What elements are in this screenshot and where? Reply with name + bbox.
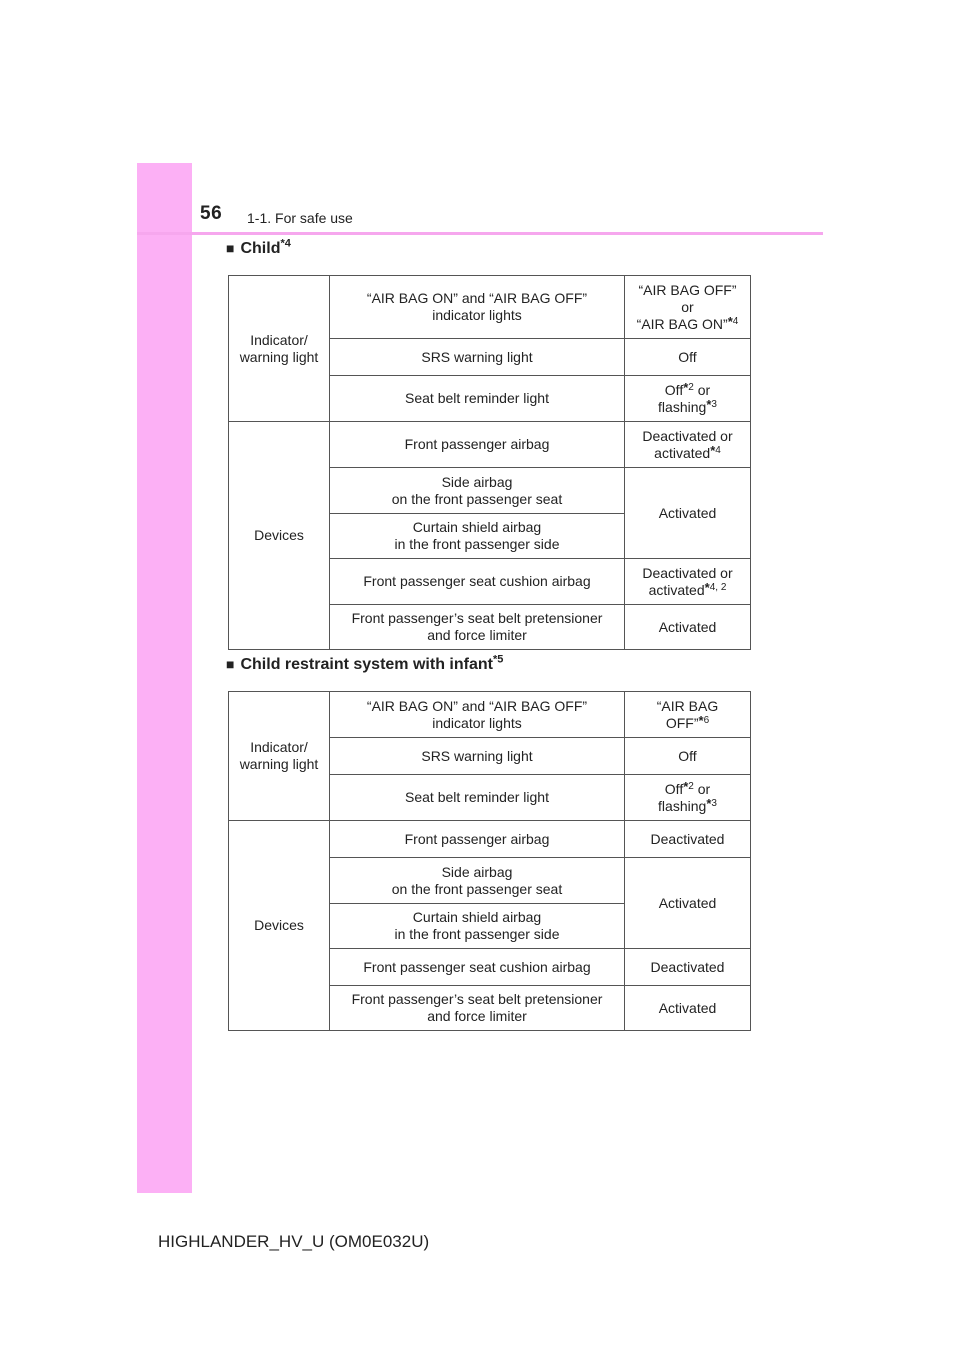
indicator-lights-value: “AIR BAG OFF” or “AIR BAG ON”*$^4$ — [625, 276, 751, 339]
devices-label: Devices — [229, 821, 330, 1031]
heading-note: *5 — [492, 653, 504, 666]
table-row — [229, 422, 751, 468]
devices-label: Devices — [229, 422, 330, 650]
page-number: 56 — [200, 203, 223, 224]
heading-text: Child restraint system with infant — [240, 656, 493, 673]
front-airbag-label: Front passenger airbag — [330, 821, 625, 858]
heading-child-restraint-infant — [226, 653, 504, 674]
side-curtain-value: Activated — [625, 858, 751, 949]
pretensioner-value: Activated — [625, 986, 751, 1031]
pretensioner-value: Activated — [625, 605, 751, 650]
table-child — [228, 275, 751, 650]
header-rule — [137, 232, 823, 235]
front-airbag-value: Deactivated — [625, 821, 751, 858]
table-row — [229, 692, 751, 738]
indicator-label: Indicator/ warning light — [229, 692, 330, 821]
table-child-restraint-infant — [228, 691, 751, 1031]
curtain-airbag-label: Curtain shield airbag in the front passenger side — [330, 904, 625, 949]
side-tab-bar — [137, 163, 192, 1193]
cushion-airbag-label: Front passenger seat cushion airbag — [330, 559, 625, 605]
pretensioner-label: Front passenger’s seat belt pretensioner and force limiter — [330, 986, 625, 1031]
front-airbag-value: Deactivated or activated*$^4$ — [625, 422, 751, 468]
cushion-airbag-value: Deactivated or activated*$^{4, 2}$ — [625, 559, 751, 605]
pretensioner-label: Front passenger’s seat belt pretensioner and force limiter — [330, 605, 625, 650]
srs-light-label: SRS warning light — [330, 738, 625, 775]
cushion-airbag-value: Deactivated — [625, 949, 751, 986]
seat-belt-light-label: Seat belt reminder light — [330, 775, 625, 821]
front-airbag-label: Front passenger airbag — [330, 422, 625, 468]
srs-light-value: Off — [625, 339, 751, 376]
indicator-lights-value: “AIR BAG OFF”*$^6$ — [625, 692, 751, 738]
square-bullet-icon: ■ — [226, 656, 235, 672]
side-airbag-label: Side airbag on the front passenger seat — [330, 858, 625, 904]
side-airbag-label: Side airbag on the front passenger seat — [330, 468, 625, 514]
indicator-label: Indicator/ warning light — [229, 276, 330, 422]
srs-light-value: Off — [625, 738, 751, 775]
seat-belt-light-value: Off*$^2$ or flashing*$^3$ — [625, 376, 751, 422]
section-title: 1-1. For safe use — [247, 210, 353, 226]
cushion-airbag-label: Front passenger seat cushion airbag — [330, 949, 625, 986]
table-row — [229, 276, 751, 339]
model-code-footer: HIGHLANDER_HV_U (OM0E032U) — [158, 1232, 430, 1251]
seat-belt-light-value: Off*$^2$ or flashing*$^3$ — [625, 775, 751, 821]
srs-light-label: SRS warning light — [330, 339, 625, 376]
heading-note: *4 — [280, 237, 291, 250]
heading-text: Child — [240, 240, 281, 257]
side-curtain-value: Activated — [625, 468, 751, 559]
heading-child — [226, 237, 291, 258]
indicator-lights-label: “AIR BAG ON” and “AIR BAG OFF” indicator lights — [330, 692, 625, 738]
curtain-airbag-label: Curtain shield airbag in the front passenger side — [330, 514, 625, 559]
table-row — [229, 821, 751, 858]
seat-belt-light-label: Seat belt reminder light — [330, 376, 625, 422]
square-bullet-icon: ■ — [226, 240, 235, 256]
indicator-lights-label: “AIR BAG ON” and “AIR BAG OFF” indicator lights — [330, 276, 625, 339]
